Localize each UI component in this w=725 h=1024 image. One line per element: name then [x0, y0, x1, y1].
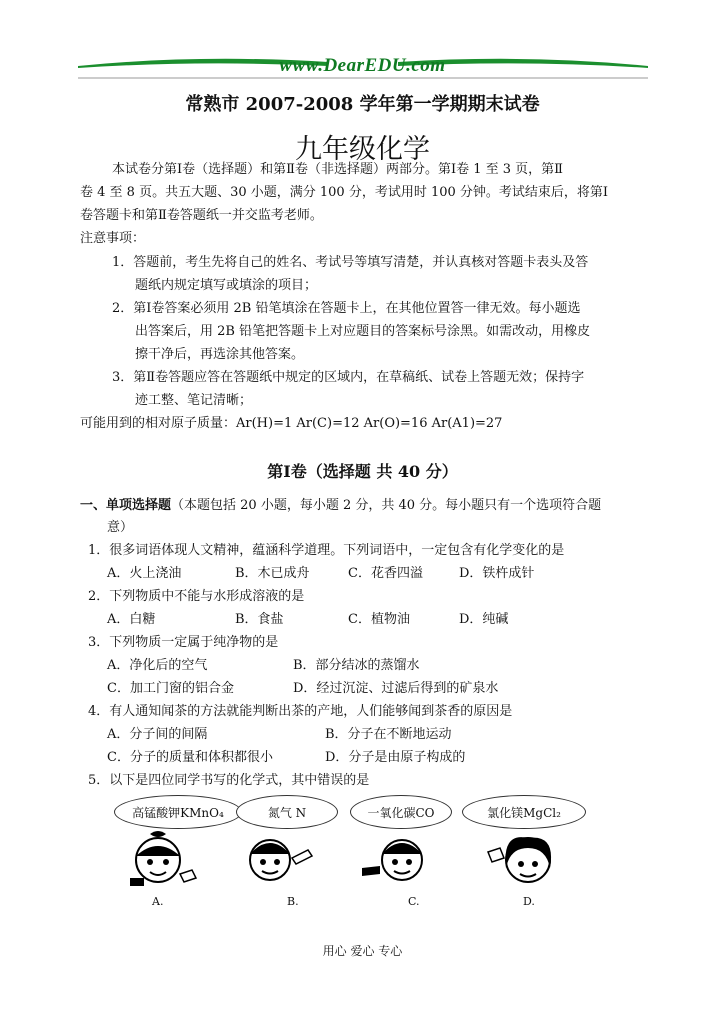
- page-footer: 用心 爱心 专心: [322, 944, 403, 958]
- note-1-line-1: 1．答题前，考生先将自己的姓名、考试号等填写清楚，并认真核对答题卡表头及答: [112, 255, 589, 270]
- cartoon-kids-figure: [110, 828, 590, 908]
- q3-option-b[interactable]: B．部分结冰的蒸馏水: [293, 658, 420, 673]
- question-4-stem: 4．有人通知闻茶的方法就能判断出茶的产地，人们能够闻到茶香的原因是: [88, 704, 513, 719]
- notes-label: 注意事项：: [80, 231, 146, 246]
- part1-heading-bold: 一、单项选择题: [80, 498, 172, 513]
- kid-c-figure: [362, 840, 422, 880]
- q4-option-c[interactable]: C．分子的质量和体积都很小: [107, 750, 273, 765]
- q2-option-c[interactable]: C．植物油: [348, 612, 410, 627]
- exam-title: 常熟市 2007-2008 学年第一学期期末试卷: [185, 94, 540, 115]
- kid-d-figure: [488, 837, 551, 882]
- bubble-b: 氮气 N: [236, 795, 338, 829]
- q1-option-a[interactable]: A．火上浇油: [107, 566, 182, 581]
- kid-b-figure: [250, 840, 312, 880]
- bubble-c: 一氧化碳CO: [350, 795, 452, 829]
- note-3-line-1: 3．第Ⅱ卷答题应答在答题纸中规定的区域内，在草稿纸、试卷上答题无效；保持字: [112, 370, 585, 385]
- note-2-line-1: 2．第Ⅰ卷答案必须用 2B 铅笔填涂在答题卡上，在其他位置答一律无效。每小题选: [112, 301, 581, 316]
- part1-heading-rest: （本题包括 20 小题，每小题 2 分，共 40 分。每小题只有一个选项符合题: [171, 498, 602, 513]
- kid-a-figure: [130, 831, 196, 886]
- part1-heading: [80, 494, 601, 513]
- question-3-stem: 3．下列物质一定属于纯净物的是: [88, 635, 279, 650]
- section-title: 第Ⅰ卷（选择题 共 40 分）: [267, 462, 458, 481]
- atomic-masses: 可能用到的相对原子质量：Ar(H)=1 Ar(C)=12 Ar(O)=16 Ar(A1)=27: [80, 416, 503, 431]
- note-2-line-2: 出答案后，用 2B 铅笔把答题卡上对应题目的答案标号涂黑。如需改动，用橡皮: [135, 324, 591, 339]
- figure-label-d: D.: [523, 895, 535, 908]
- figure-label-b: B.: [287, 895, 299, 908]
- q3-option-a[interactable]: A．净化后的空气: [107, 658, 208, 673]
- q3-option-c[interactable]: C．加工门窗的铝合金: [107, 681, 234, 696]
- q2-option-d[interactable]: D．纯碱: [459, 612, 509, 627]
- note-2-line-3: 擦干净后，再选涂其他答案。: [135, 347, 305, 362]
- note-1-line-2: 题纸内规定填写或填涂的项目；: [135, 278, 318, 293]
- q2-option-b[interactable]: B．食盐: [235, 612, 284, 627]
- q1-option-c[interactable]: C．花香四溢: [348, 566, 423, 581]
- intro-line-2: 卷 4 至 8 页。共五大题、30 小题，满分 100 分，考试用时 100 分钟。考试结束后，将第Ⅰ: [80, 185, 609, 200]
- q1-option-d[interactable]: D．铁杵成针: [459, 566, 535, 581]
- site-url[interactable]: www.DearEDU.com: [279, 55, 446, 76]
- figure-label-c: C.: [408, 895, 420, 908]
- q1-option-b[interactable]: B．木已成舟: [235, 566, 310, 581]
- q4-option-d[interactable]: D．分子是由原子构成的: [325, 750, 466, 765]
- q2-option-a[interactable]: A．白糖: [107, 612, 156, 627]
- note-3-line-2: 迹工整、笔记清晰；: [135, 393, 253, 408]
- intro-line-1: 本试卷分第Ⅰ卷（选择题）和第Ⅱ卷（非选择题）两部分。第Ⅰ卷 1 至 3 页，第Ⅱ: [112, 162, 564, 177]
- part1-heading-cont: 意）: [107, 520, 134, 535]
- q4-option-a[interactable]: A．分子间的间隔: [107, 727, 208, 742]
- intro-line-3: 卷答题卡和第Ⅱ卷答题纸一并交监考老师。: [80, 208, 323, 223]
- figure-label-a: A.: [152, 895, 164, 908]
- q3-option-d[interactable]: D．经过沉淀、过滤后得到的矿泉水: [293, 681, 499, 696]
- bubble-d: 氯化镁MgCl₂: [462, 795, 586, 829]
- q4-option-b[interactable]: B．分子在不断地运动: [325, 727, 452, 742]
- question-2-stem: 2．下列物质中不能与水形成溶液的是: [88, 589, 305, 604]
- question-5-stem: 5．以下是四位同学书写的化学式，其中错误的是: [88, 773, 370, 788]
- question-1-stem: 1．很多词语体现人文精神，蕴涵科学道理。下列词语中，一定包含有化学变化的是: [88, 543, 565, 558]
- bubble-a: 高锰酸钾KMnO₄: [114, 795, 242, 829]
- exam-subtitle: 九年级化学: [295, 134, 430, 165]
